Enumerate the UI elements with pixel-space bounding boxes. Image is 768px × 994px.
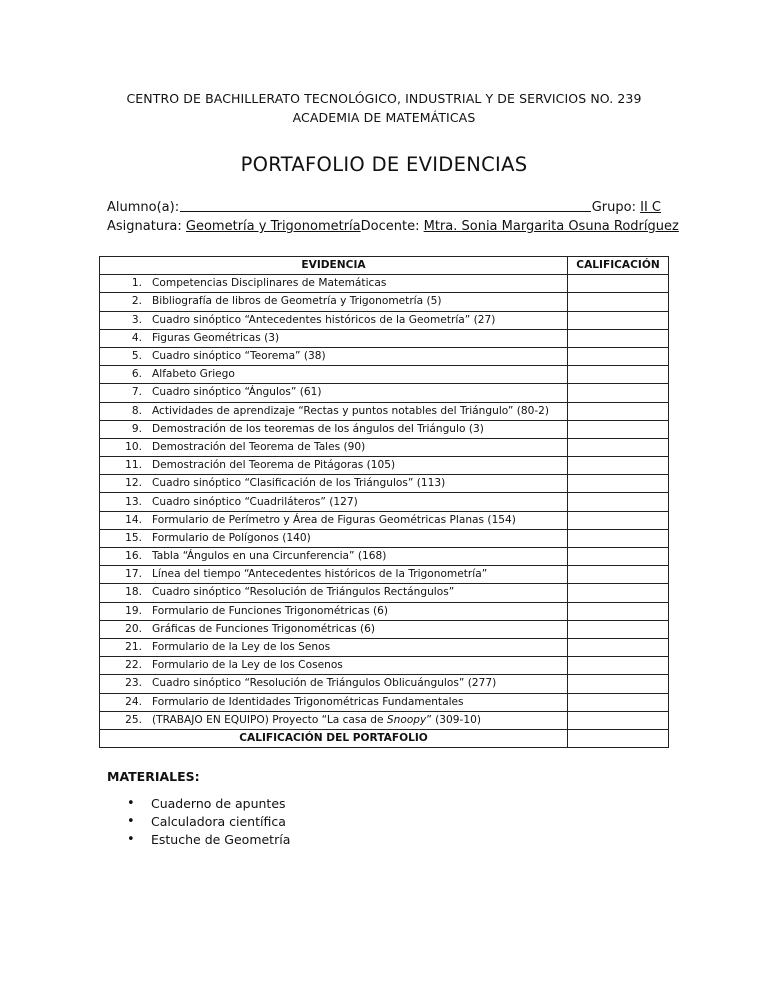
list-item [107,813,290,831]
row-evidence: Cuadro sinóptico “Antecedentes históricos de la Geometría” (27) [152,313,496,326]
grade-cell[interactable] [568,620,669,638]
row-evidence: Cuadro sinóptico “Resolución de Triángulos Rectángulos” [152,586,455,599]
row-evidence: Cuadro sinóptico “Clasificación de los Triángulos” (113) [152,477,446,490]
table-row [100,638,669,656]
materials-title: MATERIALES: [107,769,200,784]
row-evidence: Demostración de los teoremas de los ángulos del Triángulo (3) [152,422,484,435]
bullet-icon: • [127,796,135,811]
row-evidence: Figuras Geométricas (3) [152,331,280,344]
table-footer-row [100,729,669,747]
table-row [100,329,669,347]
grade-cell[interactable] [568,711,669,729]
grade-cell[interactable] [568,329,669,347]
table-row [100,657,669,675]
row-evidence: Cuadro sinóptico “Ángulos” (61) [152,386,322,399]
row-evidence: Competencias Disciplinares de Matemáticas [152,277,387,290]
row-evidence: Formulario de Polígonos (140) [152,531,311,544]
row-evidence: Bibliografía de libros de Geometría y Trigonometría (5) [152,295,442,308]
row-evidence: Formulario de Funciones Trigonométricas (6) [152,604,389,617]
materials-list [107,795,290,849]
academy-name: ACADEMIA DE MATEMÁTICAS [292,110,476,125]
table-row [100,402,669,420]
grade-cell[interactable] [568,602,669,620]
alumno-label: Alumno(a): [107,200,180,215]
table-row [100,584,669,602]
grade-cell[interactable] [568,493,669,511]
table-row [100,511,669,529]
table-row [100,529,669,547]
row-evidence: Actividades de aprendizaje “Rectas y puntos notables del Triángulo” (80-2) [152,404,550,417]
grade-cell[interactable] [568,275,669,293]
row-number: 25. [125,713,142,726]
row-evidence-italic: Snoopy [386,713,427,726]
row-evidence: Alfabeto Griego [152,368,235,381]
row-number: 5. [131,350,142,363]
table-row [100,311,669,329]
table-row [100,366,669,384]
table-row [100,566,669,584]
table-row [100,675,669,693]
grade-cell[interactable] [568,366,669,384]
row-number: 4. [131,331,142,344]
table-row [100,275,669,293]
asignatura-label: Asignatura: [107,219,182,234]
row-number: 19. [125,604,142,617]
asignatura-value: Geometría y Trigonometría [185,219,361,234]
row-number: 20. [125,622,142,635]
list-item [107,831,290,849]
material-label: Cuaderno de apuntes [151,796,286,811]
table-row [100,602,669,620]
row-number: 14. [125,513,142,526]
grade-cell[interactable] [568,693,669,711]
table-header-row [100,257,669,275]
row-evidence: Demostración del Teorema de Tales (90) [152,440,366,453]
bullet-icon: • [127,832,135,847]
school-name: CENTRO DE BACHILLERATO TECNOLÓGICO, INDUSTRIAL Y DE SERVICIOS NO. 239 [126,91,642,106]
row-evidence: Cuadro sinóptico “Teorema” (38) [152,350,326,363]
material-label: Calculadora científica [151,814,286,829]
subject-line [107,219,679,234]
row-number: 8. [131,404,142,417]
row-evidence: Cuadro sinóptico “Resolución de Triángulos Oblicuángulos” (277) [152,677,497,690]
alumno-blank-field[interactable] [180,198,591,212]
grade-cell[interactable] [568,475,669,493]
row-number: 12. [125,477,142,490]
student-line [107,198,661,215]
row-number: 17. [125,568,142,581]
row-evidence: Formulario de la Ley de los Senos [152,641,331,654]
page-title: PORTAFOLIO DE EVIDENCIAS [240,153,528,176]
table-row [100,438,669,456]
portfolio-grade-cell[interactable] [568,729,669,747]
grade-cell[interactable] [568,384,669,402]
calificacion-header: CALIFICACIÓN [568,257,669,275]
table-row [100,493,669,511]
material-label: Estuche de Geometría [151,832,291,847]
row-evidence: Cuadro sinóptico “Cuadriláteros” (127) [152,495,358,508]
docente-label: Docente: [360,219,420,234]
row-number: 10. [125,440,142,453]
grade-cell[interactable] [568,420,669,438]
portfolio-grade-label: CALIFICACIÓN DEL PORTAFOLIO [100,729,568,747]
row-evidence: Línea del tiempo “Antecedentes históricos de la Trigonometría” [152,568,488,581]
grade-cell[interactable] [568,347,669,365]
row-number: 22. [125,659,142,672]
row-evidence: Gráficas de Funciones Trigonométricas (6) [152,622,375,635]
row-number: 18. [125,586,142,599]
row-number: 1. [131,277,142,290]
grade-cell[interactable] [568,511,669,529]
evidencia-header: EVIDENCIA [100,257,568,275]
evidence-table [99,256,669,748]
grupo-label: Grupo: [591,200,636,215]
table-row [100,293,669,311]
grade-cell[interactable] [568,675,669,693]
table-row [100,620,669,638]
docente-value: Mtra. Sonia Margarita Osuna Rodríguez [423,219,679,234]
table-row [100,693,669,711]
row-number: 9. [131,422,142,435]
row-number: 11. [125,459,142,472]
grade-cell[interactable] [568,584,669,602]
row-number: 23. [125,677,142,690]
grade-cell[interactable] [568,311,669,329]
list-item [107,795,290,813]
grade-cell[interactable] [568,438,669,456]
bullet-icon: • [127,814,135,829]
row-number: 16. [125,550,142,563]
row-number: 2. [131,295,142,308]
grade-cell[interactable] [568,402,669,420]
grade-cell[interactable] [568,293,669,311]
grade-cell[interactable] [568,657,669,675]
grade-cell[interactable] [568,529,669,547]
grade-cell[interactable] [568,548,669,566]
row-evidence: Formulario de Identidades Trigonométricas Fundamentales [152,695,464,708]
document-header [0,89,768,127]
table-row [100,475,669,493]
table-row [100,711,669,729]
grade-cell[interactable] [568,638,669,656]
row-number: 6. [131,368,142,381]
row-number: 24. [125,695,142,708]
row-evidence: Tabla “Ángulos en una Circunferencia” (168) [152,550,387,563]
row-number: 21. [125,641,142,654]
grade-cell[interactable] [568,457,669,475]
row-number: 3. [131,313,142,326]
row-evidence: Formulario de Perímetro y Área de Figuras Geométricas Planas (154) [152,513,516,526]
row-evidence-part: ” (309-10) [426,713,481,726]
row-number: 7. [131,386,142,399]
table-row [100,420,669,438]
table-row [100,457,669,475]
table-row [100,347,669,365]
row-evidence: Demostración del Teorema de Pitágoras (105) [152,459,396,472]
grupo-value: II C [640,200,661,215]
row-number: 15. [125,531,142,544]
table-row [100,384,669,402]
row-evidence: Formulario de la Ley de los Cosenos [152,659,343,672]
table-row [100,548,669,566]
row-evidence-part: (TRABAJO EN EQUIPO) Proyecto “La casa de [152,713,387,726]
grade-cell[interactable] [568,566,669,584]
row-number: 13. [125,495,142,508]
